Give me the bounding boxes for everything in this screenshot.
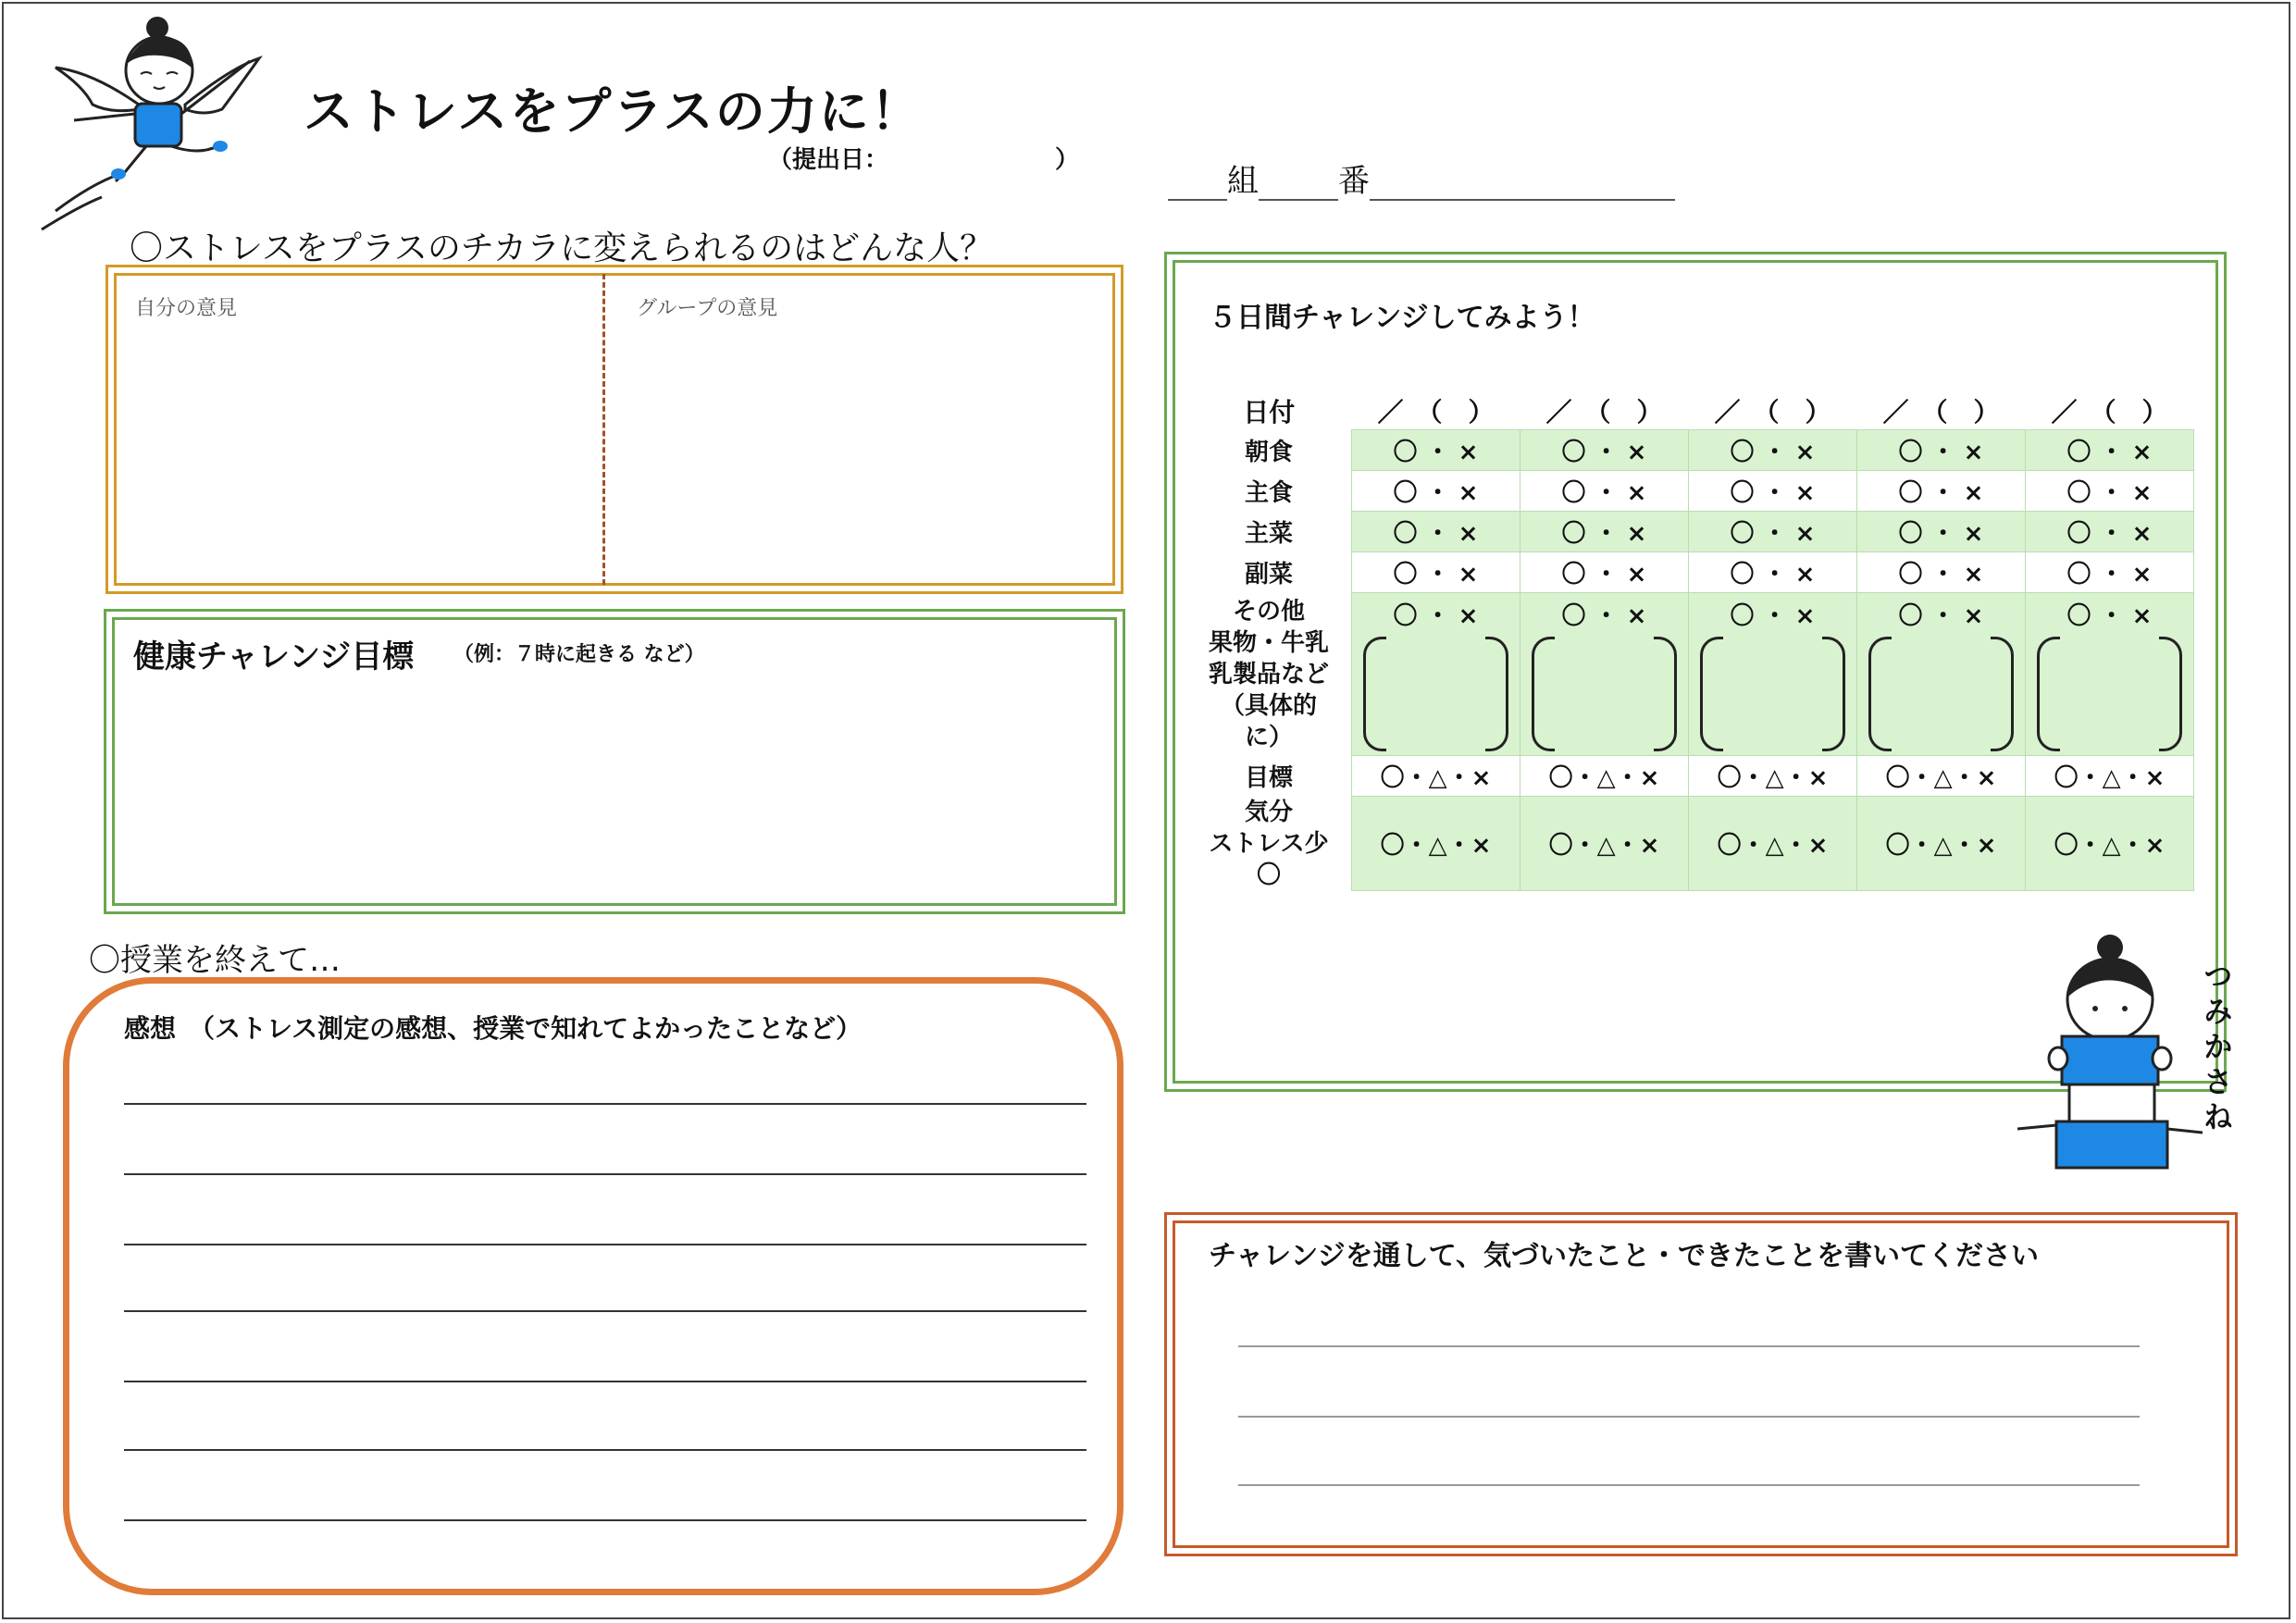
submission-date [768,141,1080,175]
mood-cell[interactable]: 〇・△・× [1689,797,1857,891]
impression-box[interactable] [63,977,1123,1595]
row-label-goal: 目標 [1244,764,1293,792]
submission-date-close: ） [1055,146,1080,174]
other-check[interactable]: 〇 ・ × [1561,602,1647,630]
goal-cell[interactable]: 〇・△・× [1857,756,2026,797]
class-blank[interactable] [1168,167,1227,201]
after-class-heading: 〇授業を終えて… [89,942,341,979]
notice-line[interactable] [1238,1345,2140,1347]
section-heading-stress: 〇ストレスをプラスのチカラに変えられるのはどんな人？ [130,229,994,267]
check-cell[interactable]: 〇 ・ × [1520,430,1689,471]
health-goal-title: 健康チャレンジ目標 [133,638,415,675]
check-cell[interactable]: 〇 ・ × [1857,430,2026,471]
check-cell[interactable]: 〇 ・ × [2026,512,2194,552]
challenge-table [1186,392,2194,891]
row-label-mood [1186,797,1352,891]
self-opinion-label: 自分の意見 [135,297,238,320]
health-goal-example: （例：７時に起きる など） [453,643,705,666]
other-cell[interactable] [1520,593,1689,756]
other-check[interactable]: 〇 ・ × [1730,602,1816,630]
date-cell[interactable]: ／ （ ） [1882,397,2000,427]
other-label-line: 果物・牛乳 [1208,628,1329,657]
mood-cell[interactable]: 〇・△・× [1857,797,2026,891]
notice-title: チャレンジを通して、気づいたこと・できたことを書いてください [1209,1240,2039,1272]
check-cell[interactable]: 〇 ・ × [1689,552,1857,593]
opinion-box[interactable] [105,265,1123,594]
check-cell[interactable]: 〇 ・ × [1857,471,2026,512]
date-cell[interactable]: ／ （ ） [1545,397,1663,427]
date-cell[interactable]: ／ （ ） [1714,397,1831,427]
row-label-main-dish: 主菜 [1244,520,1293,548]
notice-line[interactable] [1238,1484,2140,1486]
notice-line[interactable] [1238,1416,2140,1418]
other-cell[interactable] [2026,593,2194,756]
check-cell[interactable]: 〇 ・ × [2026,552,2194,593]
mood-label-line: ストレス少 [1209,829,1329,858]
check-cell[interactable]: 〇 ・ × [1689,512,1857,552]
goal-cell[interactable]: 〇・△・× [1689,756,1857,797]
class-number-field[interactable] [1168,155,1675,201]
mood-cell[interactable]: 〇・△・× [2026,797,2194,891]
check-cell[interactable]: 〇 ・ × [2026,430,2194,471]
name-blank[interactable] [1370,167,1675,201]
check-cell[interactable]: 〇 ・ × [2026,471,2194,512]
goal-cell[interactable]: 〇・△・× [1520,756,1689,797]
other-check[interactable]: 〇 ・ × [1898,602,1984,630]
other-label-line: その他 [1232,597,1305,626]
check-cell[interactable]: 〇 ・ × [1352,552,1520,593]
check-cell[interactable]: 〇 ・ × [1857,552,2026,593]
other-cell[interactable] [1689,593,1857,756]
other-check[interactable]: 〇 ・ × [2066,602,2153,630]
other-label-line: （具体的 [1220,691,1317,720]
number-blank[interactable] [1259,167,1338,201]
check-cell[interactable]: 〇 ・ × [1520,512,1689,552]
writing-line[interactable] [124,1310,1086,1312]
writing-line[interactable] [124,1519,1086,1521]
row-label-breakfast: 朝食 [1244,439,1293,466]
bracket-input[interactable] [1868,637,2014,751]
row-label-staple: 主食 [1244,479,1293,507]
tsumikasane-caption: つみかさね [2199,960,2234,1136]
mood-cell[interactable]: 〇・△・× [1352,797,1520,891]
writing-line[interactable] [124,1173,1086,1175]
check-cell[interactable]: 〇 ・ × [1352,512,1520,552]
bracket-input[interactable] [1532,637,1677,751]
bracket-input[interactable] [1700,637,1845,751]
writing-line[interactable] [124,1103,1086,1105]
impression-prompt: 感想 （ストレス測定の感想、授業で知れてよかったことなど） [124,1013,863,1044]
row-label-side-dish: 副菜 [1244,561,1293,588]
check-cell[interactable]: 〇 ・ × [1857,512,2026,552]
bracket-input[interactable] [1363,637,1508,751]
check-cell[interactable]: 〇 ・ × [1352,430,1520,471]
date-header-label: 日付 [1243,397,1296,428]
writing-line[interactable] [124,1244,1086,1245]
group-opinion-label: グループの意見 [637,297,778,320]
mood-cell[interactable]: 〇・△・× [1520,797,1689,891]
other-cell[interactable] [1352,593,1520,756]
opinion-divider [602,274,605,585]
date-cell[interactable]: ／ （ ） [2051,397,2168,427]
submission-date-open: （提出日： [768,146,889,174]
other-cell[interactable] [1857,593,2026,756]
mood-label-line: 気分 [1244,798,1293,826]
other-label-line: に） [1244,723,1293,751]
check-cell[interactable]: 〇 ・ × [1352,471,1520,512]
page-title: ストレスをプラスの力に！ [304,82,923,141]
writing-line[interactable] [124,1449,1086,1451]
check-cell[interactable]: 〇 ・ × [1689,471,1857,512]
mood-label-line: 〇 [1256,861,1281,889]
ban-label: 番 [1338,163,1370,200]
other-check[interactable]: 〇 ・ × [1393,602,1479,630]
kumi-label: 組 [1227,163,1259,200]
check-cell[interactable]: 〇 ・ × [1520,552,1689,593]
goal-cell[interactable]: 〇・△・× [1352,756,1520,797]
check-cell[interactable]: 〇 ・ × [1520,471,1689,512]
writing-line[interactable] [124,1381,1086,1382]
flying-girl-illustration [37,17,278,239]
stacking-girl-illustration [2017,933,2203,1173]
date-cell[interactable]: ／ （ ） [1377,397,1495,427]
challenge-title: ５日間チャレンジしてみよう！ [1209,302,1595,334]
bracket-input[interactable] [2037,637,2182,751]
other-label-line: 乳製品など [1208,660,1329,688]
goal-cell[interactable]: 〇・△・× [2026,756,2194,797]
check-cell[interactable]: 〇 ・ × [1689,430,1857,471]
row-label-other [1186,593,1352,756]
